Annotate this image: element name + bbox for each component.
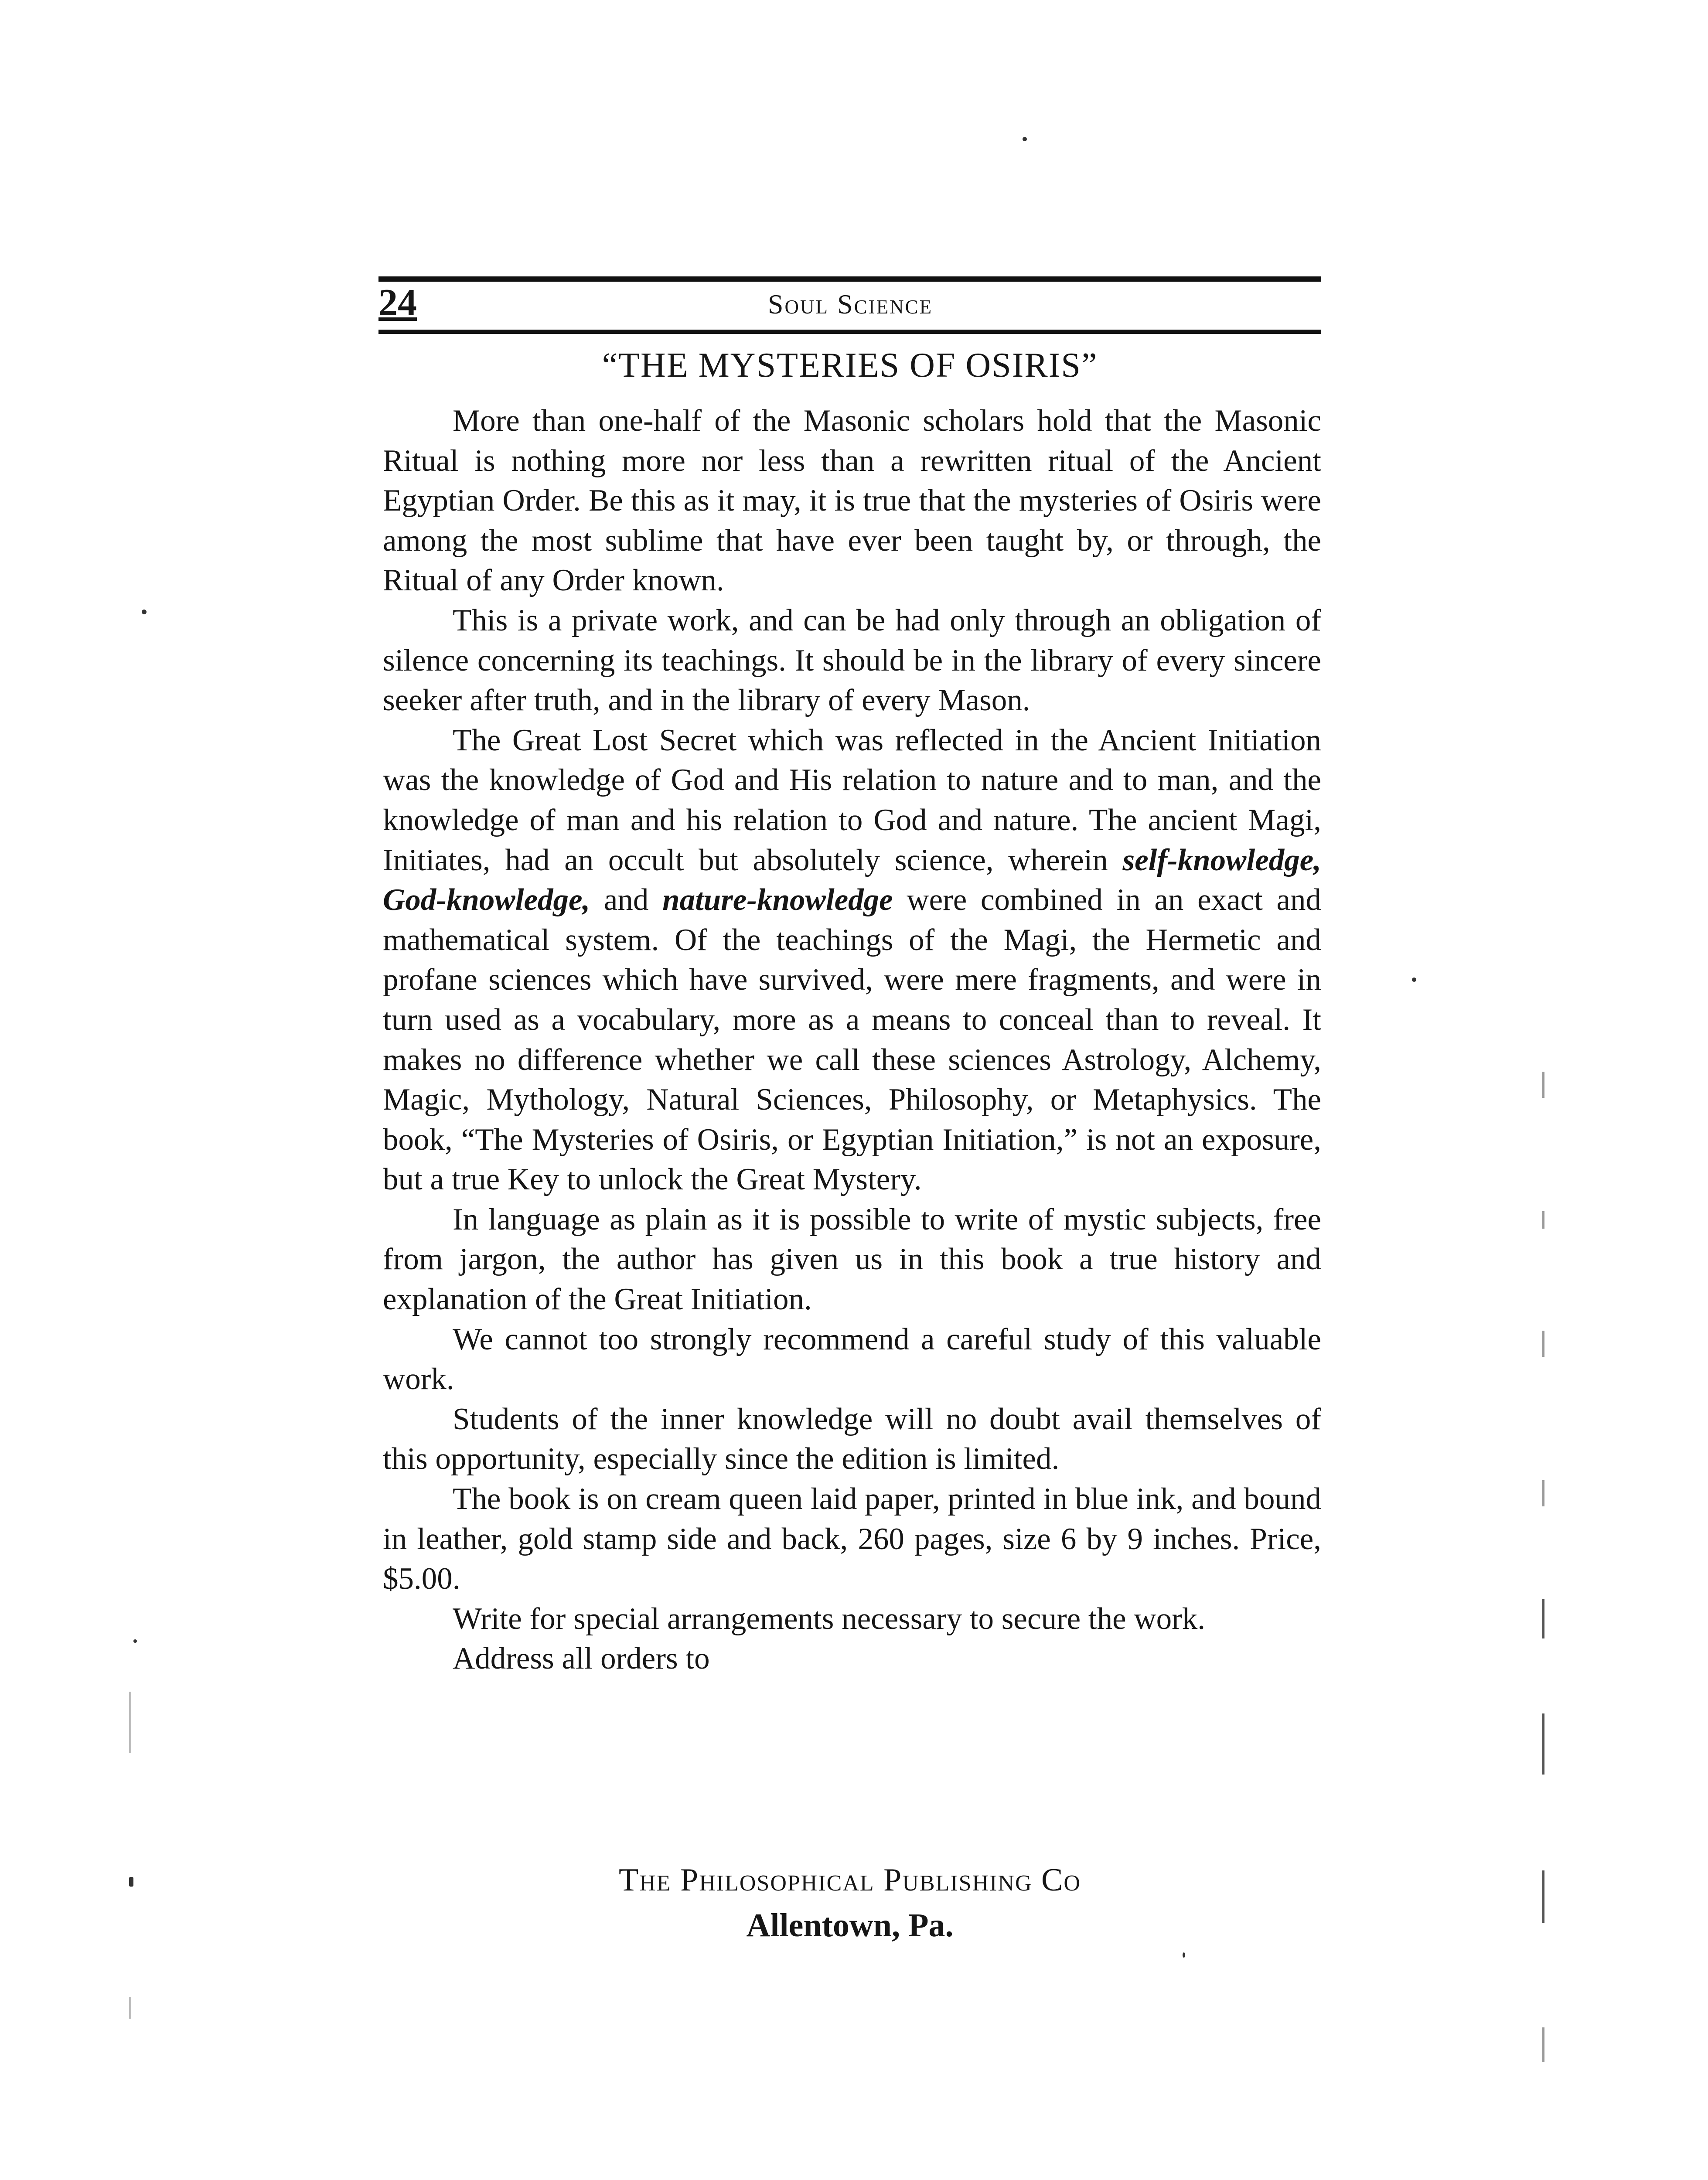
article-body [383,401,1321,1679]
paragraph: The book is on cream queen laid paper, printed in blue ink, and bound in leather, gold stamp side and back, 260 pages, size 6 by 9 inches. Price, $5.00. [383,1482,1321,1596]
paragraph: More than one-half of the Masonic scholars hold that the Masonic Ritual is nothing more nor less than a rewritten ritual of the Ancient Egyptian Order. Be this as it may, it is true that the mysteries of Osiris were among the most sublime that have ever been taught by, or through, the Ritual of any Order known. [383,404,1321,598]
italic-phrase: self-knowledge, God-knowledge, [383,843,1321,917]
paragraph: In language as plain as it is possible to write of mystic subjects, free from jargon, the author has given us in this book a true history and explanation of the Great Initiation. [383,1202,1321,1317]
paragraph: Students of the inner knowledge will no doubt avail themselves of this opportunity, especially since the edition is limited. [383,1402,1321,1476]
header-bottom-rule [378,330,1321,334]
scan-mark [129,1692,131,1753]
publisher-name: The Philosophical Publishing Co [619,1862,1081,1898]
scan-mark [1542,1870,1544,1923]
scan-speck [1023,137,1027,141]
paragraph: This is a private work, and can be had only through an obligation of silence concerning its teachings. It should be in the library of every sincere seeker after truth, and in the library of every Mason. [383,603,1321,718]
paragraph: Address all orders to [453,1642,710,1676]
scan-mark [1542,1211,1544,1229]
header-top-rule [378,276,1321,282]
paragraph-text: The Great Lost Secret which was reflected in the Ancient Initiation was the knowledge of God and His relation to nature and to man, and the knowledge of man and his relation to God and nature. The ancient Magi, Initiates, had an occult but absolutely science, wherein [383,723,1321,877]
paragraph [383,721,1321,1200]
scan-mark [1542,1713,1544,1775]
paragraph-text: and [590,883,663,917]
page-number: 24 [378,282,417,324]
scan-mark [1542,1072,1544,1098]
italic-phrase: nature-knowledge [662,883,893,917]
scan-speck [142,610,147,614]
publisher-city: Allentown, Pa. [746,1907,954,1944]
paragraph: We cannot too strongly recommend a careful study of this valuable work. [383,1322,1321,1397]
scan-speck [129,1877,133,1887]
scan-speck [133,1639,137,1643]
scan-mark [129,1997,131,2019]
scan-speck [1183,1952,1185,1958]
scan-speck [1412,978,1416,982]
scan-mark [1542,1480,1544,1506]
paragraph: Write for special arrangements necessary to secure the work. [453,1601,1206,1636]
running-head: Soul Science [767,289,933,320]
article-title: “THE MYSTERIES OF OSIRIS” [602,346,1098,385]
scan-mark [1542,2027,1544,2062]
scan-mark [1542,1331,1544,1357]
scan-mark [1542,1599,1544,1638]
paragraph-text: were combined in an exact and mathematical system. Of the teachings of the Magi, the Hermetic and profane sciences which have survived, were mere fragments, and were in turn used as a vocabulary, more as a means to conceal than to reveal. It makes no difference whether we call these sciences Astrology, Alchemy, Magic, Mythology, Natural Sciences, Philosophy, or Metaphysics. The book, “The Mysteries of Osiris, or Egyptian Initiation,” is not an exposure, but a true Key to unlock the Great Mystery. [383,883,1321,1197]
